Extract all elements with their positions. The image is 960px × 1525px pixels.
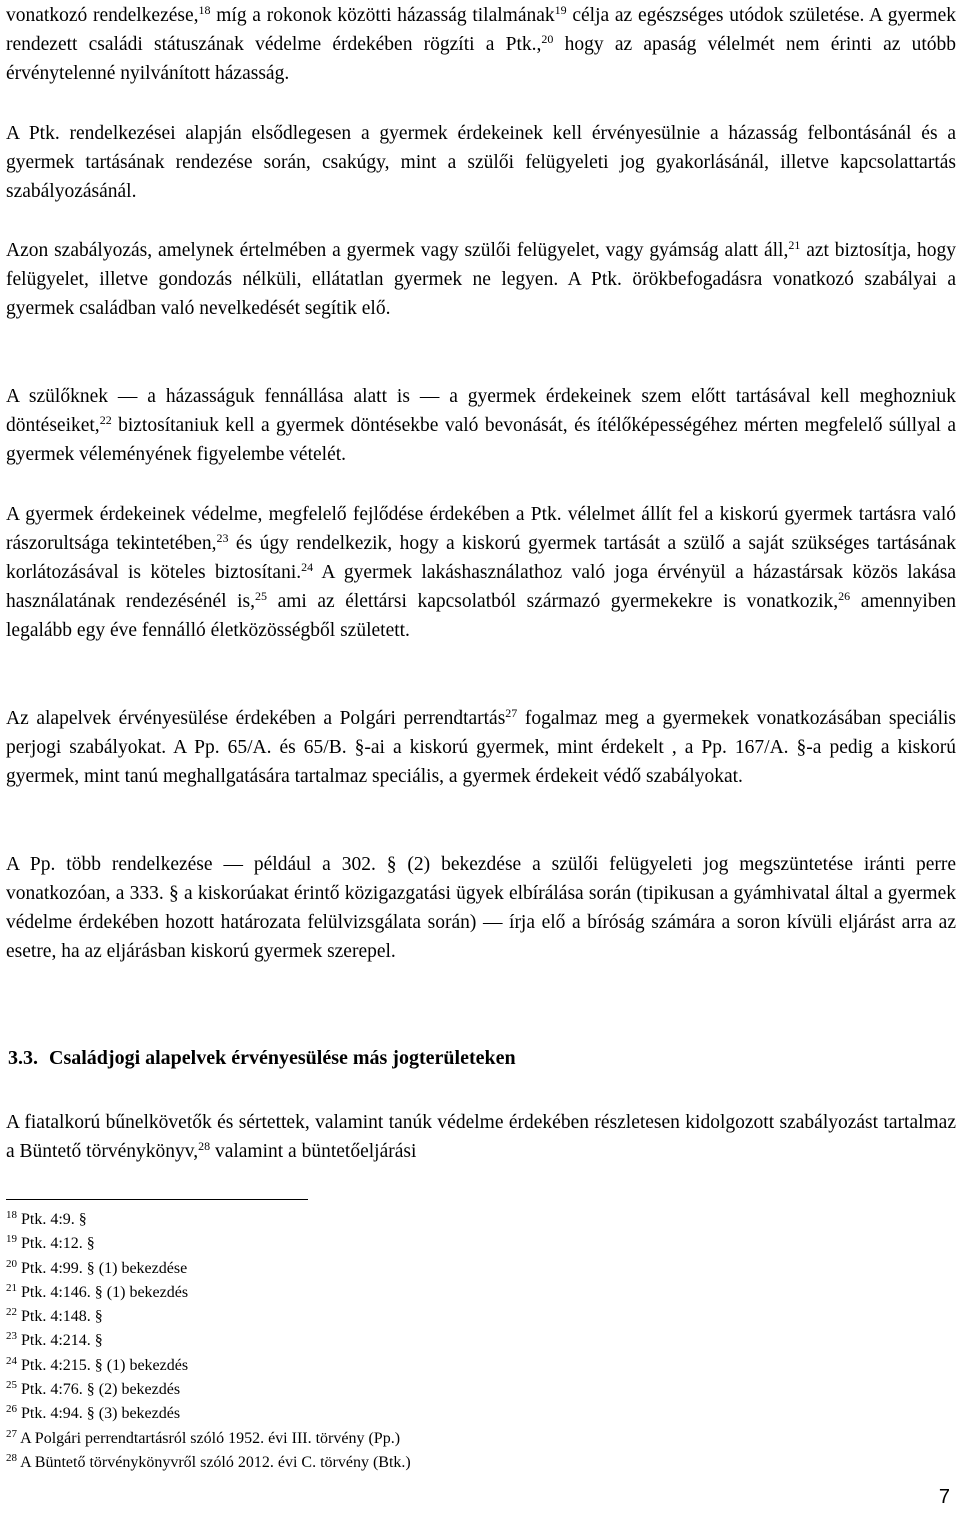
footnote-text: Ptk. 4:76. § (2) bekezdés (17, 1381, 181, 1399)
footnote-number: 20 (6, 1257, 17, 1270)
footnote-ref: 21 (788, 238, 801, 252)
footnote-number: 28 (6, 1451, 17, 1464)
footnote-ref: 20 (541, 32, 554, 46)
paragraph (6, 119, 956, 206)
paragraph-text: biztosítaniuk kell a gyermek döntésekbe való bevonását, és ítélőképességéhez mérten megfelelő súllyal a gyermek véleményének figyelembe vételét. (6, 415, 956, 465)
paragraph-text: azt biztosítja, hogy felügyelet, illetve gondozás nélküli, ellátatlan gyermek ne legyen. A Ptk. örökbefogadásra vonatkozó szabályai a gyermek családban való nevelkedését segítik elő. (6, 240, 956, 319)
paragraph-text: A Ptk. rendelkezései alapján elsődlegesen a gyermek érdekeinek kell érvényesülnie a házasság felbontásánál és a gyermek tartásának rendezése során, csakúgy, mint a szülői felügyeleti jog gyakorlásánál, illetve kapcsolattartás szabályozásánál. (6, 123, 956, 202)
footnote-item (6, 1257, 411, 1281)
footnote-item (6, 1451, 411, 1475)
footnote-ref: 27 (505, 706, 518, 720)
section-heading (8, 1047, 516, 1070)
footnote-text: Ptk. 4:146. § (1) bekezdés (17, 1283, 189, 1301)
footnote-item (6, 1281, 411, 1305)
footnote-number: 26 (6, 1403, 17, 1416)
footnote-ref: 24 (301, 560, 314, 574)
footnote-number: 25 (6, 1379, 17, 1392)
paragraph-text: míg a rokonok közötti házasság tilalmának (210, 5, 555, 26)
footnote-item (6, 1329, 411, 1353)
footnotes (6, 1208, 411, 1475)
paragraph-text: A gyermek lakáshasználathoz való joga érvényül a házastársak közös lakása használatának rendezésénél is, (6, 562, 956, 612)
paragraph-text: amennyiben legalább egy éve fennálló életközösségből született. (6, 591, 956, 641)
footnote-item (6, 1305, 411, 1329)
footnote-text: Ptk. 4:9. § (17, 1211, 87, 1228)
paragraph (6, 704, 956, 791)
paragraph (6, 1108, 956, 1166)
paragraph (6, 1, 956, 88)
paragraph-text: hogy az apaság vélelmét nem érinti az utóbb érvénytelenné nyilvánított házasság. (6, 34, 957, 84)
footnote-number: 23 (6, 1330, 17, 1343)
footnote-item (6, 1402, 411, 1426)
footnote-ref: 28 (198, 1139, 211, 1153)
paragraph (6, 236, 956, 323)
paragraph-text: A Pp. több rendelkezése ― például a 302. § (2) bekezdése a szülői felügyeleti jog megszüntetése iránti perre vonatkozóan, a 333. § a kiskorúakat érintő közigazgatási ügyek elbírálása során (tipikusan a gyámhivatal által a gyermek védelme érdekében hozott határozata felülvizsgálata során) ― írja elő a bíróság számára a soron kívüli eljárást arra az esetre, ha az eljárásban kiskorú gyermek szerepel. (6, 854, 956, 962)
footnote-ref: 23 (216, 531, 229, 545)
footnote-number: 19 (6, 1233, 17, 1246)
footnote-number: 21 (6, 1281, 17, 1294)
footnote-separator (6, 1199, 308, 1200)
footnote-ref: 18 (198, 3, 211, 17)
footnote-text: Ptk. 4:94. § (3) bekezdés (17, 1405, 181, 1423)
footnote-ref: 26 (838, 589, 851, 603)
paragraph-text: A gyermek érdekeinek védelme, megfelelő fejlődése érdekében a Ptk. vélelmet állít fel a kiskorú gyermek tartásra való rászorultsága tekintetében, (6, 504, 956, 554)
paragraph-text: valamint a büntetőeljárási (210, 1141, 417, 1162)
paragraph-text: A fiatalkorú bűnelkövetők és sértettek, valamint tanúk védelme érdekében részletesen kidolgozott szabályozást tartalmaz a Büntető törvénykönyv, (6, 1112, 956, 1162)
paragraph (6, 850, 956, 966)
paragraph-text: ami az élettársi kapcsolatból származó gyermekekre is vonatkozik, (267, 591, 839, 612)
section-number: 3.3. (8, 1047, 38, 1069)
paragraph-text: célja az egészséges utódok születése. A gyermek rendezett családi státuszának védelme érdekében rögzíti a Ptk., (6, 5, 956, 55)
footnote-text: Ptk. 4:215. § (1) bekezdés (17, 1356, 189, 1374)
paragraph-text: Az alapelvek érvényesülése érdekében a Polgári perrendtartás (6, 708, 506, 729)
footnote-ref: 19 (554, 3, 567, 17)
paragraph (6, 500, 956, 645)
footnote-text: Ptk. 4:99. § (1) bekezdése (17, 1259, 188, 1277)
paragraph-text: fogalmaz meg a gyermekek vonatkozásában speciális perjogi szabályokat. A Pp. 65/A. és 65/B. §-ai a kiskorú gyermek, mint érdekelt , a Pp. 167/A. §-a pedig a kiskorú gyermek, mint tanú meghallgatására tartalmaz speciális, a gyermek érdekeit védő szabályokat. (6, 708, 956, 787)
footnote-ref: 25 (255, 589, 268, 603)
footnote-text: A Polgári perrendtartásról szóló 1952. évi III. törvény (Pp.) (17, 1429, 401, 1447)
paragraph-text: vonatkozó rendelkezése, (6, 5, 199, 26)
footnote-text: Ptk. 4:148. § (17, 1308, 103, 1326)
footnote-ref: 22 (99, 413, 112, 427)
footnote-number: 27 (6, 1427, 17, 1440)
footnote-item (6, 1427, 411, 1451)
footnote-number: 18 (6, 1209, 17, 1221)
footnote-item (6, 1232, 411, 1256)
page-number: 7 (938, 1486, 950, 1508)
paragraph-text: A szülőknek ― a házasságuk fennállása alatt is ― a gyermek érdekeinek szem előtt tartásával kell meghozniuk döntéseiket, (6, 386, 956, 436)
paragraph (6, 382, 956, 469)
footnote-text: Ptk. 4:12. § (17, 1235, 95, 1253)
footnote-item (6, 1208, 411, 1232)
paragraph-text: Azon szabályozás, amelynek értelmében a gyermek vagy szülői felügyelet, vagy gyámság alatt áll, (6, 240, 789, 261)
paragraph-text: és úgy rendelkezik, hogy a kiskorú gyermek tartását a szülő a saját szükséges tartásának korlátozásával is köteles biztosítani. (6, 533, 956, 583)
footnote-text: A Büntető törvénykönyvről szóló 2012. évi C. törvény (Btk.) (17, 1453, 411, 1471)
footnote-number: 24 (6, 1354, 17, 1367)
footnote-number: 22 (6, 1306, 17, 1319)
section-title: Családjogi alapelvek érvényesülése más jogterületeken (49, 1047, 516, 1069)
footnote-text: Ptk. 4:214. § (17, 1332, 103, 1350)
footnote-item (6, 1378, 411, 1402)
footnote-item (6, 1354, 411, 1378)
